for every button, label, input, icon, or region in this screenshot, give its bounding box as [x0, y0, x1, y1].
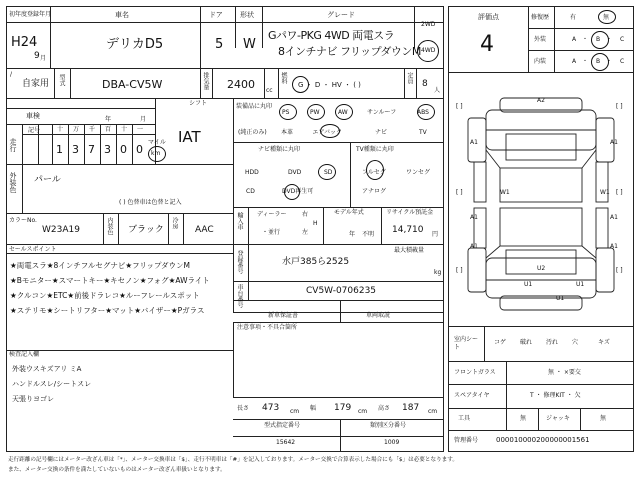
grade-option: B: [596, 36, 601, 43]
jack-label: ジャッキ: [546, 415, 570, 422]
max-load-label: 最大積載量: [394, 247, 425, 254]
car-damage-diagram: [448, 90, 634, 324]
diagram-damage-label: W1: [600, 189, 610, 196]
capacity-unit: 人: [434, 87, 441, 94]
mileage-label: 走行: [9, 138, 17, 152]
manage-no-label: 管理番号: [454, 437, 479, 444]
class-no-value: 1009: [384, 439, 400, 446]
import-hand: H: [313, 220, 318, 227]
grade-option: A: [572, 36, 577, 43]
equipment-label: 装備品に丸印: [236, 103, 273, 110]
mileage-digit: 3: [72, 143, 79, 156]
interior-sheet-item: 穴: [572, 339, 579, 346]
mileage-digit: 7: [88, 143, 95, 156]
grade-option: B: [596, 58, 601, 65]
registration-value: 水戸385ら2525: [282, 257, 350, 267]
frame-label: 車台番号: [236, 284, 243, 308]
model-year-label: モデル年式: [334, 209, 364, 216]
model-year-unit: 年: [349, 231, 356, 238]
diagram-damage-label: U2: [537, 265, 546, 272]
spare-tire-value: T ・ 修理KIT ・ 欠: [530, 392, 581, 399]
manage-no-value: 000010000200000001561: [496, 436, 590, 444]
color-no-value: W23A19: [42, 225, 80, 235]
mileage-cell-divider: [52, 124, 53, 164]
use-label-slash: /: [10, 71, 13, 78]
interior-sheet-item: コゲ: [494, 339, 507, 346]
diagram-damage-label: W1: [500, 189, 510, 196]
mileage-cell-divider: [132, 124, 133, 164]
equipment-item: 本革: [281, 129, 294, 136]
front-glass-label: フロントガラス: [454, 369, 496, 376]
sales-point-line: ★Bモニター★スマートキー★キセノン★フォグ★AWライト: [10, 276, 210, 285]
displacement-value: 2400: [227, 78, 255, 91]
manual-label: 車両取説: [366, 312, 391, 319]
grade-separator: ・: [582, 36, 589, 43]
mileage-cell-divider: [100, 124, 101, 164]
repair-yes: 有: [570, 14, 577, 21]
navi-item: DVD再生可: [282, 188, 314, 195]
diagram-damage-label: A2: [537, 97, 545, 104]
mileage-digit: 0: [136, 143, 143, 156]
cc-unit: cc: [266, 87, 273, 94]
type-no-label: 型式指定番号: [264, 422, 301, 429]
diagram-damage-label: A1: [470, 139, 478, 146]
footer-note-2: また、メーター交換の条件を満たしていないものはメーター改ざん車扱いとなります。: [8, 467, 226, 473]
diagram-bracket: [ ]: [456, 189, 463, 196]
shift-label: シフト: [189, 100, 208, 107]
reg-year-label: 初年度登録年月: [9, 11, 52, 18]
import-label: 輸入車: [236, 212, 243, 230]
equipment-item: PS: [282, 109, 290, 116]
interior-sheet-label: 室内シート: [454, 336, 479, 352]
car-name-label: 車名: [115, 11, 129, 19]
displacement-label: 排気量: [202, 72, 209, 90]
equipment-item: TV: [419, 129, 427, 136]
sales-point-line: ★ステリモ★シートリフター★マット★バイザー★Pガラス: [10, 306, 205, 315]
fuel-label: 燃料: [280, 72, 287, 84]
width-unit: cm: [358, 408, 368, 415]
equipment-item: PW: [310, 109, 320, 116]
mileage-unit-label: 千: [89, 126, 96, 133]
grade-label: グレード: [327, 11, 355, 19]
width-label: 幅: [310, 405, 317, 412]
registration-label: 登録番号: [236, 250, 243, 274]
ac-value: AAC: [195, 225, 214, 235]
type-no-value: 15642: [276, 439, 296, 446]
reg-era: H24: [11, 35, 38, 50]
fuel-options: G ・ D ・ HV ・ ( ): [298, 81, 361, 89]
tv-item: アナログ: [362, 188, 387, 195]
diagram-damage-label: A1: [470, 214, 478, 221]
jack-value: 無: [600, 415, 607, 422]
mile-label: マイル: [148, 139, 166, 146]
notes-label: 注意事項・不具合箇所: [237, 324, 298, 331]
drive-4wd-label: 4WD: [421, 47, 436, 54]
model-label: 型式: [58, 74, 65, 86]
mileage-unit-label: 十: [57, 126, 64, 133]
use-value: 自家用: [22, 79, 50, 89]
diagram-bracket: [ ]: [616, 267, 623, 274]
car-name-value: デリカD5: [106, 37, 164, 52]
reg-month: 9: [34, 51, 40, 61]
footer-note-1: 走行距離の記号欄にはメーター改ざん車は「*」、メーター交換車は「$」、走行不明車は「#」を記入しております。メーター交換で合算表示した場合にも「$」は必要となります。: [8, 457, 459, 463]
diagram-damage-label: A1: [610, 214, 618, 221]
exterior-grade-label: 外装: [534, 36, 547, 43]
mileage-digit: 1: [56, 143, 63, 156]
navi-item: CD: [246, 188, 255, 195]
shape-value: W: [243, 37, 256, 52]
diagram-damage-label: A1: [470, 243, 478, 250]
navi-item: SD: [324, 169, 333, 176]
tool-value: 無: [520, 415, 527, 422]
equipment-item: エアバック: [312, 129, 343, 136]
grade-separator: ・: [606, 36, 613, 43]
diagram-bracket: [ ]: [456, 267, 463, 274]
door-label: ドア: [209, 11, 223, 19]
capacity-value: 8: [422, 79, 428, 89]
recycle-value: 14,710: [392, 225, 424, 235]
interior-color-label: 内装色: [106, 217, 113, 235]
mileage-unit-label: 万: [73, 126, 80, 133]
diagram-bracket: [ ]: [456, 103, 463, 110]
height-label: 高さ: [378, 405, 391, 412]
front-glass-value: 無 ・ ×要交: [548, 369, 581, 376]
shape-label: 形状: [240, 11, 254, 19]
spare-tire-label: スペアタイヤ: [454, 392, 490, 399]
length-unit: cm: [290, 408, 300, 415]
equipment-item: ナビ: [375, 129, 388, 136]
sales-point-line: ★クルコン★ETC★前後ドラレコ★ルーフレールスポット: [10, 291, 200, 300]
inspector-label: 検査記入欄: [9, 351, 40, 358]
import-right: 右: [302, 211, 309, 218]
grade-separator: ・: [606, 58, 613, 65]
length-label: 長さ: [237, 405, 250, 412]
sales-point-label: セールスポイント: [9, 246, 57, 253]
height-unit: cm: [428, 408, 438, 415]
inspection-month: 月: [140, 116, 147, 123]
color-change-note: ( ) 色替車は色替と記入: [119, 199, 182, 206]
inspector-note-line: 天張りヨゴレ: [12, 395, 54, 403]
inspector-note-line: 外装ウスキズアリ ミA: [12, 365, 82, 373]
diagram-bracket: [ ]: [616, 189, 623, 196]
tv-item: フルセグ: [362, 169, 386, 176]
diagram-damage-label: A1: [610, 243, 618, 250]
recycle-yen: 円: [432, 231, 439, 238]
inspection-label: 車検: [26, 112, 40, 120]
sales-point-line: ★両電スラ★8インチフルセグナビ★フリップダウンM: [10, 261, 190, 270]
diagram-bracket: [ ]: [616, 103, 623, 110]
score-value: 4: [480, 32, 494, 57]
navi-item: DVD: [288, 169, 302, 176]
grade-option: C: [620, 36, 625, 43]
doors-value: 5: [215, 37, 224, 52]
equipment-sub-label: (純正のみ): [238, 129, 267, 136]
shift-value: IAT: [178, 128, 201, 146]
width-value: 179: [334, 403, 352, 413]
km-label: km: [151, 150, 161, 157]
tv-type-label: TV種類に丸印: [356, 146, 394, 153]
mileage-cell-divider: [84, 124, 85, 164]
mileage-unit-label: 十: [121, 126, 128, 133]
repair-label: 修復歴: [531, 14, 550, 21]
grade-line-2: 8インチナビ フリップダウンM: [278, 45, 421, 58]
grade-option: A: [572, 58, 577, 65]
height-value: 187: [402, 403, 420, 413]
equipment-item: ABS: [417, 109, 429, 116]
interior-grade-label: 内装: [534, 58, 547, 65]
inspector-note-line: ハンドルスレ/シートスレ: [12, 380, 92, 388]
class-no-label: 類別区分番号: [370, 422, 407, 429]
mileage-unit-label: 一: [137, 126, 144, 133]
grade-option: C: [620, 58, 625, 65]
inspection-year: 年: [105, 116, 112, 123]
drive-2wd-label: 2WD: [421, 21, 436, 28]
exterior-color-label: 外装色: [9, 172, 17, 193]
model-year-unknown: 不明: [362, 231, 375, 238]
model-value: DBA-CV5W: [102, 78, 163, 91]
tool-label: 工具: [458, 415, 471, 422]
mileage-cell-divider: [68, 124, 69, 164]
diagram-damage-label: A1: [610, 139, 618, 146]
equipment-item: AW: [338, 109, 348, 116]
tv-item: ワンセグ: [406, 169, 431, 176]
warranty-label: 新車保証書: [268, 312, 299, 319]
diagram-damage-label: U1: [556, 295, 565, 302]
capacity-label: 定員: [406, 72, 413, 84]
mileage-cell-divider: [38, 124, 39, 164]
mileage-unit-label: 百: [105, 126, 112, 133]
equipment-item: サンルーフ: [367, 109, 397, 116]
diagram-damage-label: U1: [524, 281, 533, 288]
reg-month-unit: 月: [40, 55, 47, 62]
score-label: 評価点: [478, 13, 499, 21]
navi-item: HDD: [245, 169, 259, 176]
ac-label: 冷房: [171, 217, 178, 229]
color-no-label: カラーNo.: [9, 217, 37, 224]
exterior-color-value: パール: [34, 175, 61, 185]
frame-value: CV5W-0706235: [306, 286, 377, 296]
mileage-cell-divider: [116, 124, 117, 164]
import-dealer: ディーラー: [257, 211, 287, 218]
length-value: 473: [262, 403, 280, 413]
mileage-symbol-label: 記号: [28, 127, 41, 134]
grade-separator: ・: [582, 58, 589, 65]
mileage-digit: 3: [104, 143, 111, 156]
diagram-damage-label: U1: [576, 281, 585, 288]
interior-sheet-item: キズ: [598, 339, 610, 346]
mileage-digit: 0: [120, 143, 127, 156]
repair-no: 無: [603, 14, 610, 21]
max-load-kg: kg: [434, 269, 442, 276]
import-parallel: ・並行: [262, 229, 281, 236]
interior-color-value: ブラック: [128, 225, 164, 235]
grade-line-1: Gパワ-PKG 4WD 両電スラ: [268, 29, 395, 42]
interior-sheet-item: 破れ: [520, 339, 533, 346]
import-left: 左: [302, 229, 309, 236]
navi-type-label: ナビ種類に丸印: [258, 146, 301, 153]
recycle-label: リサイクル預託金: [386, 209, 434, 216]
interior-sheet-item: 汚れ: [546, 339, 559, 346]
